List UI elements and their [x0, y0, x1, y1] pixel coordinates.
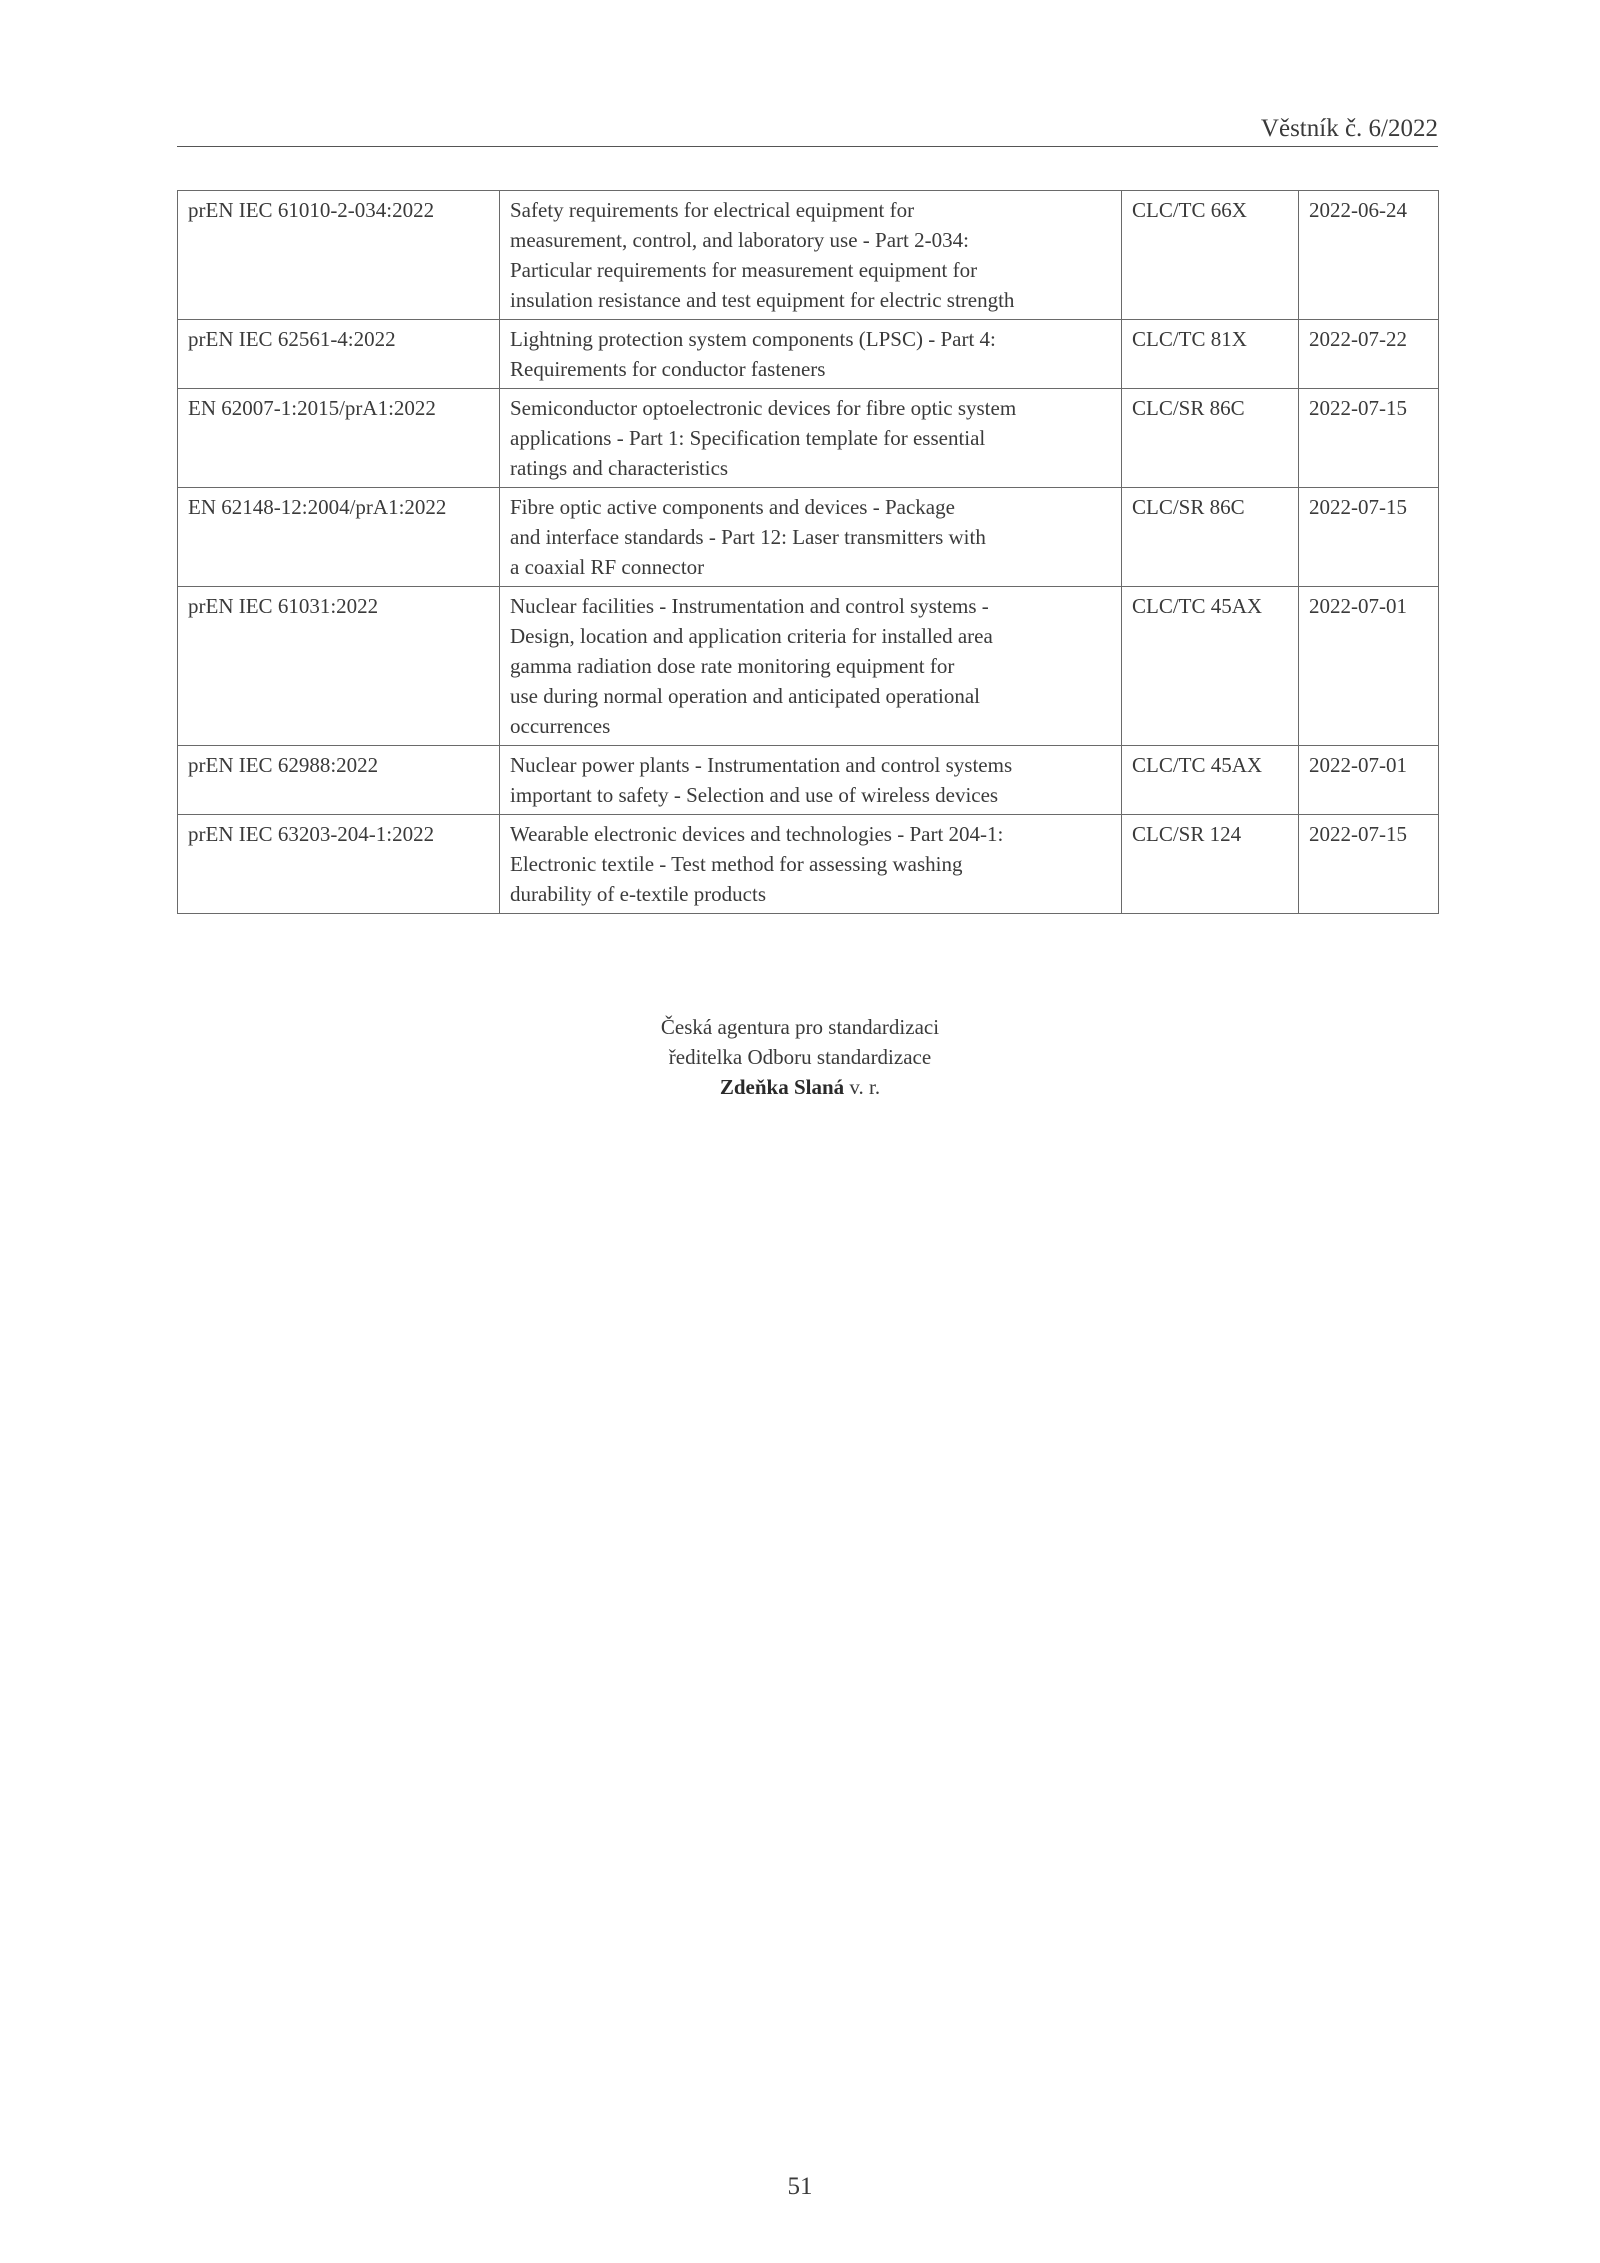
- signature-block: [0, 1012, 1600, 1102]
- standard-title-line: a coaxial RF connector: [510, 555, 705, 579]
- standard-title-line: gamma radiation dose rate monitoring equipment for: [510, 654, 955, 678]
- technical-committee: CLC/SR 124: [1122, 815, 1299, 914]
- technical-committee: CLC/SR 86C: [1122, 389, 1299, 488]
- standard-code: prEN IEC 62561-4:2022: [178, 320, 500, 389]
- standard-title-line: Semiconductor optoelectronic devices for fibre optic system: [510, 396, 1017, 420]
- standard-code: prEN IEC 61031:2022: [178, 587, 500, 746]
- table-row: [178, 191, 1439, 320]
- standard-title: [500, 587, 1122, 746]
- deadline-date: 2022-07-01: [1299, 746, 1439, 815]
- standard-title: [500, 389, 1122, 488]
- standard-title-line: Design, location and application criteria for installed area: [510, 624, 993, 648]
- signatory-name: Zdeňka Slaná: [719, 1075, 845, 1099]
- technical-committee: CLC/SR 86C: [1122, 488, 1299, 587]
- deadline-date: 2022-07-22: [1299, 320, 1439, 389]
- standard-title-line: and interface standards - Part 12: Laser transmitters with: [510, 525, 986, 549]
- deadline-date: 2022-06-24: [1299, 191, 1439, 320]
- bulletin-issue-title: Věstník č. 6/2022: [1260, 115, 1438, 142]
- signatory-suffix: v. r.: [844, 1075, 881, 1099]
- standard-title-line: Lightning protection system components (LPSC) - Part 4:: [510, 327, 996, 351]
- standards-table: [177, 190, 1439, 914]
- deadline-date: 2022-07-15: [1299, 488, 1439, 587]
- standard-code: EN 62007-1:2015/prA1:2022: [178, 389, 500, 488]
- table-row: [178, 389, 1439, 488]
- standard-title-line: occurrences: [510, 714, 611, 738]
- page-number: 51: [787, 2173, 813, 2200]
- standard-title-line: Electronic textile - Test method for assessing washing: [510, 852, 963, 876]
- standard-code: prEN IEC 63203-204-1:2022: [178, 815, 500, 914]
- technical-committee: CLC/TC 45AX: [1122, 746, 1299, 815]
- standard-title: [500, 815, 1122, 914]
- standard-title: [500, 746, 1122, 815]
- table-row: [178, 587, 1439, 746]
- standard-title-line: Requirements for conductor fasteners: [510, 357, 826, 381]
- signatory-position: ředitelka Odboru standardizace: [668, 1045, 932, 1069]
- running-header: [177, 112, 1438, 147]
- standard-title-line: insulation resistance and test equipment for electric strength: [510, 288, 1015, 312]
- standard-title-line: ratings and characteristics: [510, 456, 729, 480]
- standard-title-line: important to safety - Selection and use of wireless devices: [510, 783, 999, 807]
- standard-title-line: Fibre optic active components and devices - Package: [510, 495, 955, 519]
- technical-committee: CLC/TC 45AX: [1122, 587, 1299, 746]
- table-row: [178, 320, 1439, 389]
- standard-title-line: Wearable electronic devices and technologies - Part 204-1:: [510, 822, 1004, 846]
- standard-title-line: applications - Part 1: Specification template for essential: [510, 426, 986, 450]
- standard-title: [500, 488, 1122, 587]
- deadline-date: 2022-07-15: [1299, 389, 1439, 488]
- standard-title-line: Particular requirements for measurement equipment for: [510, 258, 978, 282]
- standard-code: prEN IEC 61010-2-034:2022: [178, 191, 500, 320]
- technical-committee: CLC/TC 66X: [1122, 191, 1299, 320]
- standard-title: [500, 191, 1122, 320]
- standard-title-line: Nuclear facilities - Instrumentation and control systems -: [510, 594, 989, 618]
- standard-code: prEN IEC 62988:2022: [178, 746, 500, 815]
- standard-title-line: durability of e-textile products: [510, 882, 767, 906]
- standard-code: EN 62148-12:2004/prA1:2022: [178, 488, 500, 587]
- technical-committee: CLC/TC 81X: [1122, 320, 1299, 389]
- standards-table-body: [178, 191, 1439, 914]
- table-row: [178, 488, 1439, 587]
- signatory-line: [0, 1072, 1600, 1102]
- standard-title-line: Nuclear power plants - Instrumentation and control systems: [510, 753, 1013, 777]
- standard-title-line: Safety requirements for electrical equipment for: [510, 198, 915, 222]
- standard-title: [500, 320, 1122, 389]
- standard-title-line: measurement, control, and laboratory use - Part 2-034:: [510, 228, 969, 252]
- agency-name: Česká agentura pro standardizaci: [660, 1015, 940, 1039]
- deadline-date: 2022-07-01: [1299, 587, 1439, 746]
- deadline-date: 2022-07-15: [1299, 815, 1439, 914]
- table-row: [178, 746, 1439, 815]
- table-row: [178, 815, 1439, 914]
- standard-title-line: use during normal operation and anticipated operational: [510, 684, 981, 708]
